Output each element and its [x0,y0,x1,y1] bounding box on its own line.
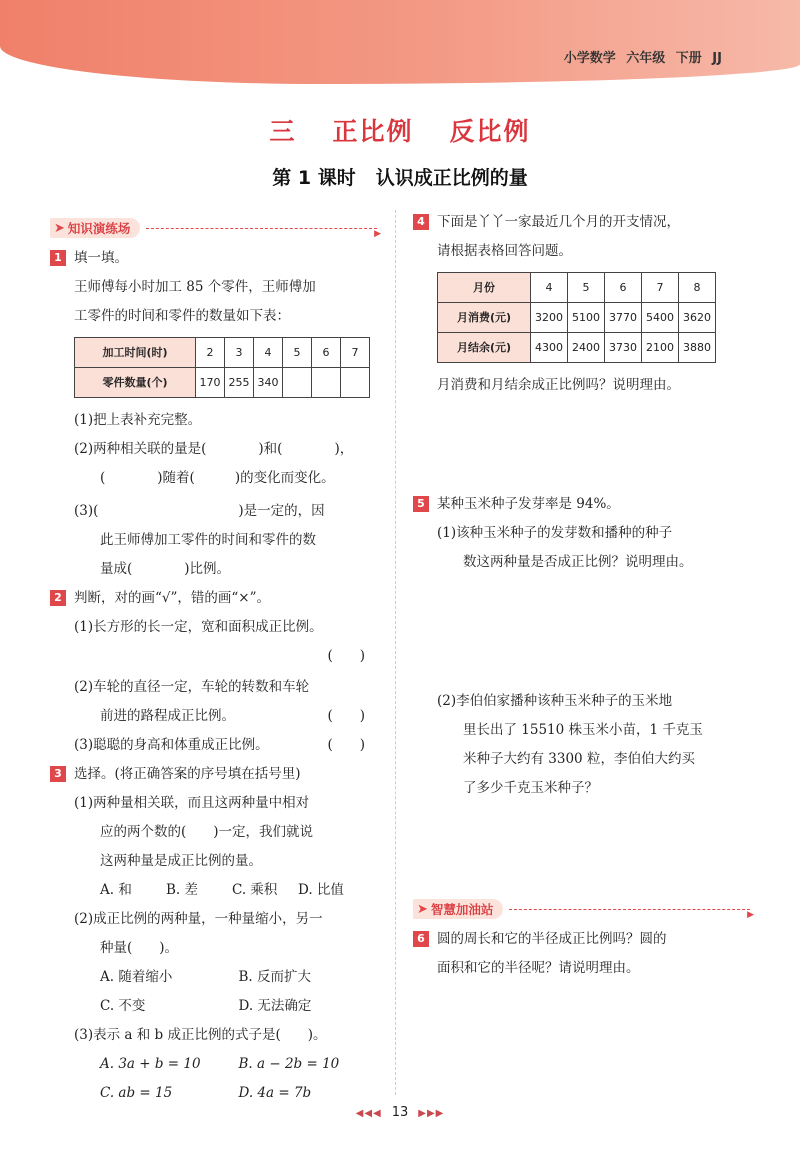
question-title: 判断，对的画“√”，错的画“×”。 [74,590,271,606]
q5-sub-1-cont: 数这两种量是否成正比例？说明理由。 [463,554,693,570]
q3-sub-1-cont2: 这两种量是成正比例的量。 [100,853,262,869]
q1-table-header-count: 零件数量(个) [75,368,196,398]
q6-line-1: 圆的周长和它的半径成正比例吗？圆的 [437,931,667,947]
text: 量成( [100,561,133,577]
unit-title-2: 反比例 [449,117,531,146]
q4-cell: 4300 [531,333,568,363]
dashed-arrow-line [146,228,377,229]
q1-sub-3-cont2 [52,555,377,584]
q1-cell: 4 [254,338,283,368]
book-info: 小学数学 六年级 下册 JJ [563,51,722,66]
option[interactable]: B. a − 2b = 10 [238,1056,340,1072]
q4-table [437,272,716,363]
section-label-practice: 知识演练场 [67,220,131,236]
text: 前进的路程成正比例。 [100,708,235,724]
column-divider [395,210,396,1095]
q3-sub-2-options [52,963,377,992]
q4-cell: 4 [531,273,568,303]
question-1 [52,244,377,273]
question-2 [52,584,377,613]
q4-cell: 7 [642,273,679,303]
option[interactable]: C. ab = 15 [100,1085,173,1101]
q3-sub-1-cont: 应的两个数的( )一定，我们就说 [100,824,314,840]
question-6 [415,925,750,954]
unit-number: 三 [269,117,297,146]
text: )随着( [157,470,195,486]
q4-cell: 3730 [605,333,642,363]
q4-cell: 2100 [642,333,679,363]
left-column [52,216,377,1108]
page-footer [0,1105,800,1120]
q1-cell: 3 [225,338,254,368]
option[interactable]: A. 3a + b = 10 [100,1056,201,1072]
q3-sub-3-options-row2 [52,1079,377,1108]
q5-sub-2: (2)李伯伯家播种该种玉米种子的玉米地 [437,693,673,709]
q4-cell: 5 [568,273,605,303]
q4-stem-line-2: 请根据表格回答问题。 [437,243,572,259]
option[interactable]: A. 和 [100,882,132,898]
text: ( [100,470,106,486]
lesson-name: 认识成正比例的量 [375,167,528,189]
q2-sub-1-answer[interactable]: ( ) [327,648,365,664]
right-arrows-icon: ▶▶▶ [418,1108,445,1119]
q3-sub-2-cont: 种量( )。 [100,940,179,956]
q1-blank-cell[interactable] [283,368,312,398]
q1-stem-line-2: 工零件的时间和零件的数量如下表： [74,308,290,324]
q1-blank-cell[interactable] [312,368,341,398]
q4-stem-line-1: 下面是丫丫一家最近几个月的开支情况， [437,214,680,230]
q4-table-header-savings: 月结余(元) [438,333,531,363]
section-banner-challenge [413,897,750,921]
q5-stem: 某种玉米种子发芽率是 94%。 [437,496,620,512]
q3-sub-3-options [52,1050,377,1079]
option[interactable]: C. 乘积 [232,882,278,898]
unit-title [0,112,800,148]
option[interactable]: A. 随着缩小 [100,969,173,985]
left-arrows-icon: ◀◀◀ [355,1108,382,1119]
q1-cell: 2 [196,338,225,368]
option[interactable]: C. 不变 [100,998,146,1014]
q3-sub-2: (2)成正比例的两种量，一种量缩小，另一 [74,911,323,927]
question-number-badge: 2 [50,590,66,606]
text: )比例。 [184,561,231,577]
q1-stem-line-1: 王师傅每小时加工 85 个零件，王师傅加 [74,279,316,295]
arrow-icon: ➤ [54,220,65,236]
question-title: 填一填。 [74,250,128,266]
q1-sub-3-cont: 此王师傅加工零件的时间和零件的数 [100,532,316,548]
q4-question: 月消费和月结余成正比例吗？说明理由。 [437,377,680,393]
q4-answer-space[interactable] [415,400,750,490]
q3-sub-1-options [52,876,377,905]
question-number-badge: 1 [50,250,66,266]
text: )， [334,441,354,457]
q4-table-header-month: 月份 [438,273,531,303]
q5-sub-2-answer-space[interactable] [415,803,750,897]
question-number-badge: 4 [413,214,429,230]
text: )和( [258,441,283,457]
text: )的变化而变化。 [234,470,335,486]
q5-sub-2-cont3: 了多少千克玉米种子？ [463,780,598,796]
q1-sub-2-cont [52,464,377,493]
question-3 [52,760,377,789]
q2-sub-3 [52,731,377,760]
right-column [415,208,750,983]
question-5 [415,490,750,519]
q4-cell: 5100 [568,303,605,333]
q4-cell: 5400 [642,303,679,333]
q5-sub-2-cont: 里长出了 15510 株玉米小苗，1 千克玉 [463,722,703,738]
q1-cell: 5 [283,338,312,368]
q3-sub-2-options-row2 [52,992,377,1021]
q3-sub-1: (1)两种量相关联，而且这两种量中相对 [74,795,310,811]
text: (3)聪聪的身高和体重成正比例。 [74,737,269,753]
question-title: 选择。(将正确答案的序号填在括号里) [74,766,301,782]
q1-sub-3 [52,497,377,526]
q4-cell: 3620 [679,303,716,333]
q4-cell: 8 [679,273,716,303]
q5-sub-2-cont2: 米种子大约有 3300 粒，李伯伯大约买 [463,751,695,767]
q1-cell: 170 [196,368,225,398]
option[interactable]: B. 差 [166,882,199,898]
q4-cell: 3770 [605,303,642,333]
lesson-title [0,163,800,190]
q4-cell: 3880 [679,333,716,363]
q1-table [74,337,370,398]
q1-table-header-time: 加工时间(时) [75,338,196,368]
header-band [0,0,800,84]
section-label-challenge: 智慧加油站 [430,901,494,917]
q6-line-2: 面积和它的半径呢？请说明理由。 [437,960,640,976]
text: (2)两种相关联的量是( [74,441,207,457]
question-number-badge: 6 [413,931,429,947]
q4-table-header-spending: 月消费(元) [438,303,531,333]
answer-paren[interactable]: ( ) [327,708,365,724]
q1-cell: 255 [225,368,254,398]
lesson-number: 第 1 课时 [272,167,356,189]
question-number-badge: 3 [50,766,66,782]
q1-sub-1: (1)把上表补充完整。 [74,412,202,428]
q4-cell: 2400 [568,333,605,363]
q2-sub-1: (1)长方形的长一定，宽和面积成正比例。 [74,619,323,635]
q2-sub-2-cont [52,702,377,731]
q4-cell: 3200 [531,303,568,333]
q1-sub-2 [52,435,377,464]
section-banner-practice [50,216,377,240]
option[interactable]: D. 比值 [298,882,344,898]
option[interactable]: B. 反而扩大 [238,969,312,985]
option[interactable]: D. 无法确定 [238,998,312,1014]
q5-sub-1-answer-space[interactable] [415,577,750,687]
option[interactable]: D. 4a = 7b [238,1085,312,1101]
text: (3)( [74,503,99,519]
question-number-badge: 5 [413,496,429,512]
answer-paren[interactable]: ( ) [327,737,365,753]
dashed-arrow-line [509,909,750,910]
arrow-icon: ➤ [417,901,428,917]
q1-cell: 6 [312,338,341,368]
q2-sub-2: (2)车轮的直径一定，车轮的转数和车轮 [74,679,310,695]
question-4 [415,208,750,237]
q3-sub-3: (3)表示 a 和 b 成正比例的式子是( )。 [74,1027,327,1043]
q4-cell: 6 [605,273,642,303]
page-number: 13 [391,1105,409,1120]
q1-blank-cell[interactable] [341,368,370,398]
q1-cell: 340 [254,368,283,398]
q1-cell: 7 [341,338,370,368]
text: )是一定的，因 [238,503,325,519]
unit-title-1: 正比例 [332,117,414,146]
q5-sub-1: (1)该种玉米种子的发芽数和播种的种子 [437,525,673,541]
